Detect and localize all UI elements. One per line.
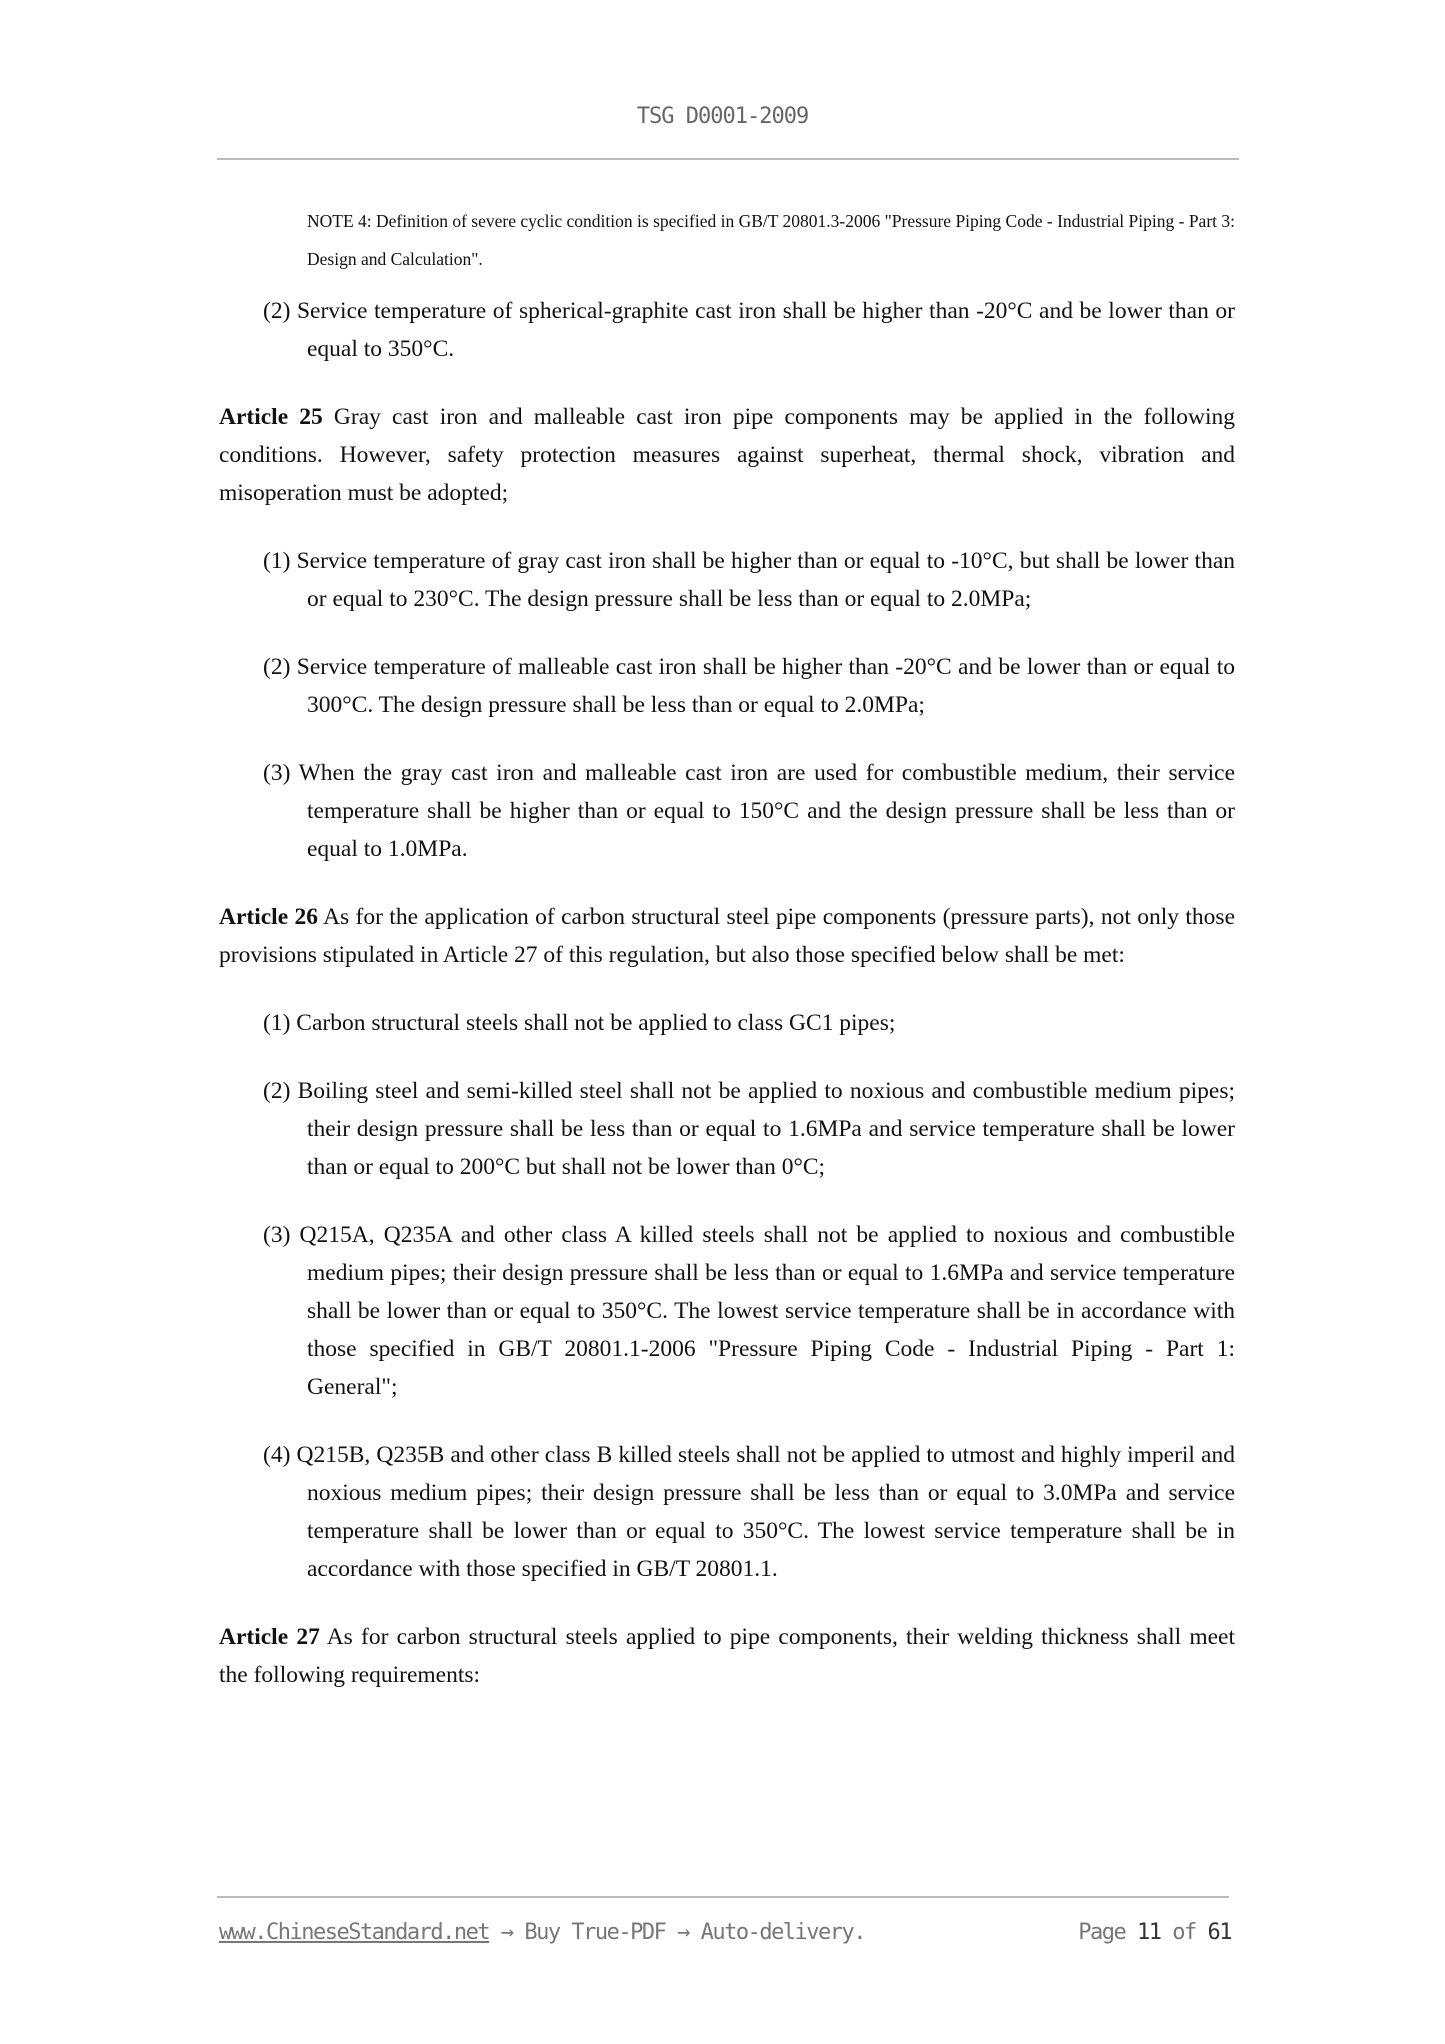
list-item: (1) Carbon structural steels shall not be applied to class GC1 pipes; xyxy=(263,1010,896,1036)
website-link[interactable]: www.ChineseStandard.net xyxy=(219,1920,490,1945)
total-pages: 61 xyxy=(1207,1920,1231,1945)
header-divider xyxy=(217,158,1239,160)
article-text: As for carbon structural steels applied to pipe components, their welding thickness shall meet the following requirements: xyxy=(219,1624,1235,1688)
footer xyxy=(219,1920,1231,1945)
body-blocks xyxy=(219,292,1235,1694)
article-paragraph xyxy=(219,898,1235,974)
page-content xyxy=(219,202,1235,1724)
of-label: of xyxy=(1172,1920,1196,1945)
article-label: Article 26 xyxy=(219,904,319,930)
document-header: TSG D0001-2009 xyxy=(636,104,809,129)
auto-delivery-text: Auto-delivery. xyxy=(700,1920,866,1945)
article-text: Gray cast iron and malleable cast iron pipe components may be applied in the following conditions. However, safety protection measures against superheat, thermal shock, vibration and misoperation must be adopted; xyxy=(219,404,1235,506)
list-item: (4) Q215B, Q235B and other class B killed steels shall not be applied to utmost and highly imperil and noxious medium pipes; their design pressure shall be less than or equal to 3.0MPa and service temperature shall be lower than or equal to 350°C. The lowest service temperature shall be in accordance with those specified in GB/T 20801.1. xyxy=(263,1442,1235,1582)
article-label: Article 27 xyxy=(219,1624,320,1650)
current-page: 11 xyxy=(1137,1920,1161,1945)
list-item: (2) Service temperature of malleable cast iron shall be higher than -20°C and be lower than or equal to 300°C. The design pressure shall be less than or equal to 2.0MPa; xyxy=(263,654,1235,718)
list-item: (3) When the gray cast iron and malleable cast iron are used for combustible medium, their service temperature shall be higher than or equal to 150°C and the design pressure shall be less than or equal to 1.0MPa. xyxy=(263,760,1235,862)
list-item: (3) Q215A, Q235A and other class A killed steels shall not be applied to noxious and combustible medium pipes; their design pressure shall be less than or equal to 1.6MPa and service temperature shall be lower than or equal to 350°C. The lowest service temperature shall be in accordance with those specified in GB/T 20801.1-2006 "Pressure Piping Code - Industrial Piping - Part 1: General"; xyxy=(263,1222,1235,1400)
list-item: (2) Boiling steel and semi-killed steel shall not be applied to noxious and combustible medium pipes; their design pressure shall be less than or equal to 1.6MPa and service temperature shall be lower than or equal to 200°C but shall not be lower than 0°C; xyxy=(263,1078,1235,1180)
article-text: As for the application of carbon structural steel pipe components (pressure parts), not only those provisions stipulated in Article 27 of this regulation, but also those specified below shall be met: xyxy=(219,904,1235,968)
arrow-right-icon: → xyxy=(677,1920,689,1945)
footer-divider xyxy=(217,1896,1229,1898)
arrow-right-icon: → xyxy=(500,1920,513,1945)
page-number xyxy=(1078,1920,1231,1945)
buy-true-pdf-text: Buy True-PDF xyxy=(524,1920,666,1945)
article-paragraph xyxy=(219,398,1235,512)
note-4: NOTE 4: Definition of severe cyclic condition is specified in GB/T 20801.3-2006 "Pressure Piping Code - Industrial Piping - Part 3: Design and Calculation". xyxy=(307,211,1235,269)
article-label: Article 25 xyxy=(219,404,323,430)
list-item: (2) Service temperature of spherical-graphite cast iron shall be higher than -20°C and be lower than or equal to 350°C. xyxy=(263,298,1235,362)
list-item: (1) Service temperature of gray cast iron shall be higher than or equal to -10°C, but shall be lower than or equal to 230°C. The design pressure shall be less than or equal to 2.0MPa; xyxy=(263,548,1235,612)
article-paragraph xyxy=(219,1618,1235,1694)
page-label: Page xyxy=(1078,1920,1126,1945)
